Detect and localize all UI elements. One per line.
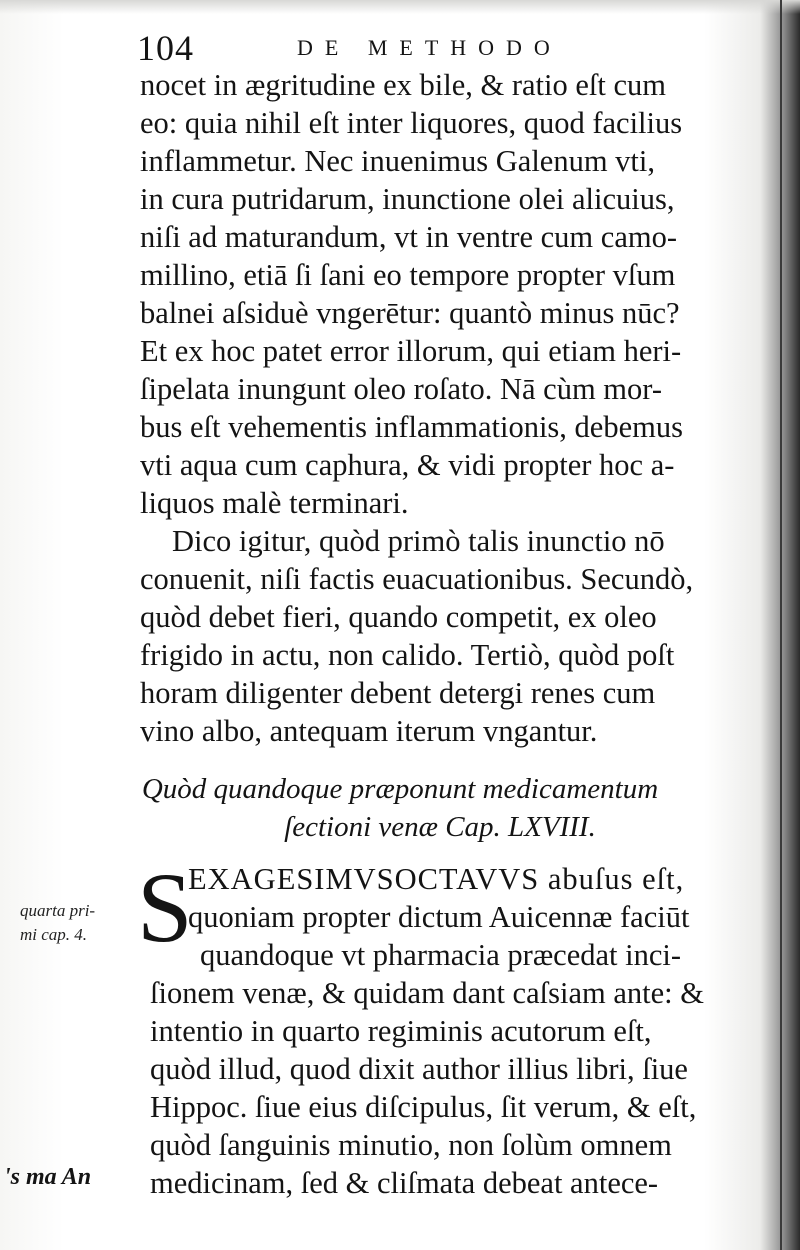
drop-cap: S bbox=[137, 852, 193, 963]
chapter-line: quoniam propter dictum Auicennæ faciūt bbox=[188, 900, 690, 934]
page-header bbox=[137, 26, 737, 70]
body-line: frigido in actu, non calido. Tertiò, quòd poſt bbox=[140, 638, 675, 672]
body-line: quòd debet fieri, quando competit, ex oleo bbox=[140, 600, 657, 634]
chapter-line: medicinam, ſed & cliſmata debeat antece- bbox=[150, 1166, 659, 1200]
body-line: horam diligenter debent detergi renes cum bbox=[140, 676, 656, 710]
body-line: liquos malè terminari. bbox=[140, 486, 409, 520]
body-line: vti aqua cum caphura, & vidi propter hoc a- bbox=[140, 448, 675, 482]
margin-scrawl: 's ma An bbox=[4, 1164, 92, 1190]
chapter-line: quandoque vt pharmacia præcedat inci- bbox=[200, 938, 682, 972]
body-line: vino albo, antequam iterum vngantur. bbox=[140, 714, 598, 748]
page-edge bbox=[780, 0, 782, 1250]
body-line: bus eſt vehementis inflammationis, debemus bbox=[140, 410, 683, 444]
body-line: eo: quia nihil eſt inter liquores, quod facilius bbox=[140, 106, 683, 140]
margin-note: mi cap. 4. bbox=[20, 925, 88, 944]
body-line: Dico igitur, quòd primò talis inunctio nō bbox=[172, 524, 665, 558]
body-line: millino, etiā ſi ſani eo tempore propter vſum bbox=[140, 258, 676, 292]
chapter-line: EXAGESIMVSOCTAVVS abuſus eſt, bbox=[188, 862, 685, 896]
chapter-heading-line: ſectioni venæ Cap. LXVIII. bbox=[284, 811, 596, 843]
chapter-line: ſionem venæ, & quidam dant caſsiam ante: & bbox=[150, 976, 704, 1010]
body-line: niſi ad maturandum, vt in ventre cum camo- bbox=[140, 220, 677, 254]
body-line: nocet in ægritudine ex bile, & ratio eſt cum bbox=[140, 68, 666, 102]
body-line: ſipelata inungunt oleo roſato. Nā cùm mor- bbox=[140, 372, 662, 406]
body-line: Et ex hoc patet error illorum, qui etiam heri- bbox=[140, 334, 682, 368]
page-top-shadow bbox=[0, 0, 800, 14]
chapter-line: intentio in quarto regiminis acutorum eſt, bbox=[150, 1014, 652, 1048]
chapter-line: Hippoc. ſiue eius diſcipulus, ſit verum, & eſt, bbox=[150, 1090, 697, 1124]
chapter-line: quòd illud, quod dixit author illius libri, ſiue bbox=[150, 1052, 688, 1086]
chapter-line: quòd ſanguinis minutio, non ſolùm omnem bbox=[150, 1128, 672, 1162]
chapter-heading-line: Quòd quandoque præponunt medicamentum bbox=[141, 773, 659, 805]
page-number: 104 bbox=[137, 28, 194, 68]
body-line: conuenit, niſi factis euacuationibus. Secundò, bbox=[140, 562, 694, 596]
body-line: inflammetur. Nec inuenimus Galenum vti, bbox=[140, 144, 656, 178]
margin-note: quarta pri- bbox=[20, 901, 96, 920]
running-title: DE METHODO bbox=[297, 35, 562, 60]
body-line: in cura putridarum, inunctione olei alicuius, bbox=[140, 182, 675, 216]
body-line: balnei aſsiduè vngerētur: quantò minus nūc? bbox=[140, 296, 680, 330]
